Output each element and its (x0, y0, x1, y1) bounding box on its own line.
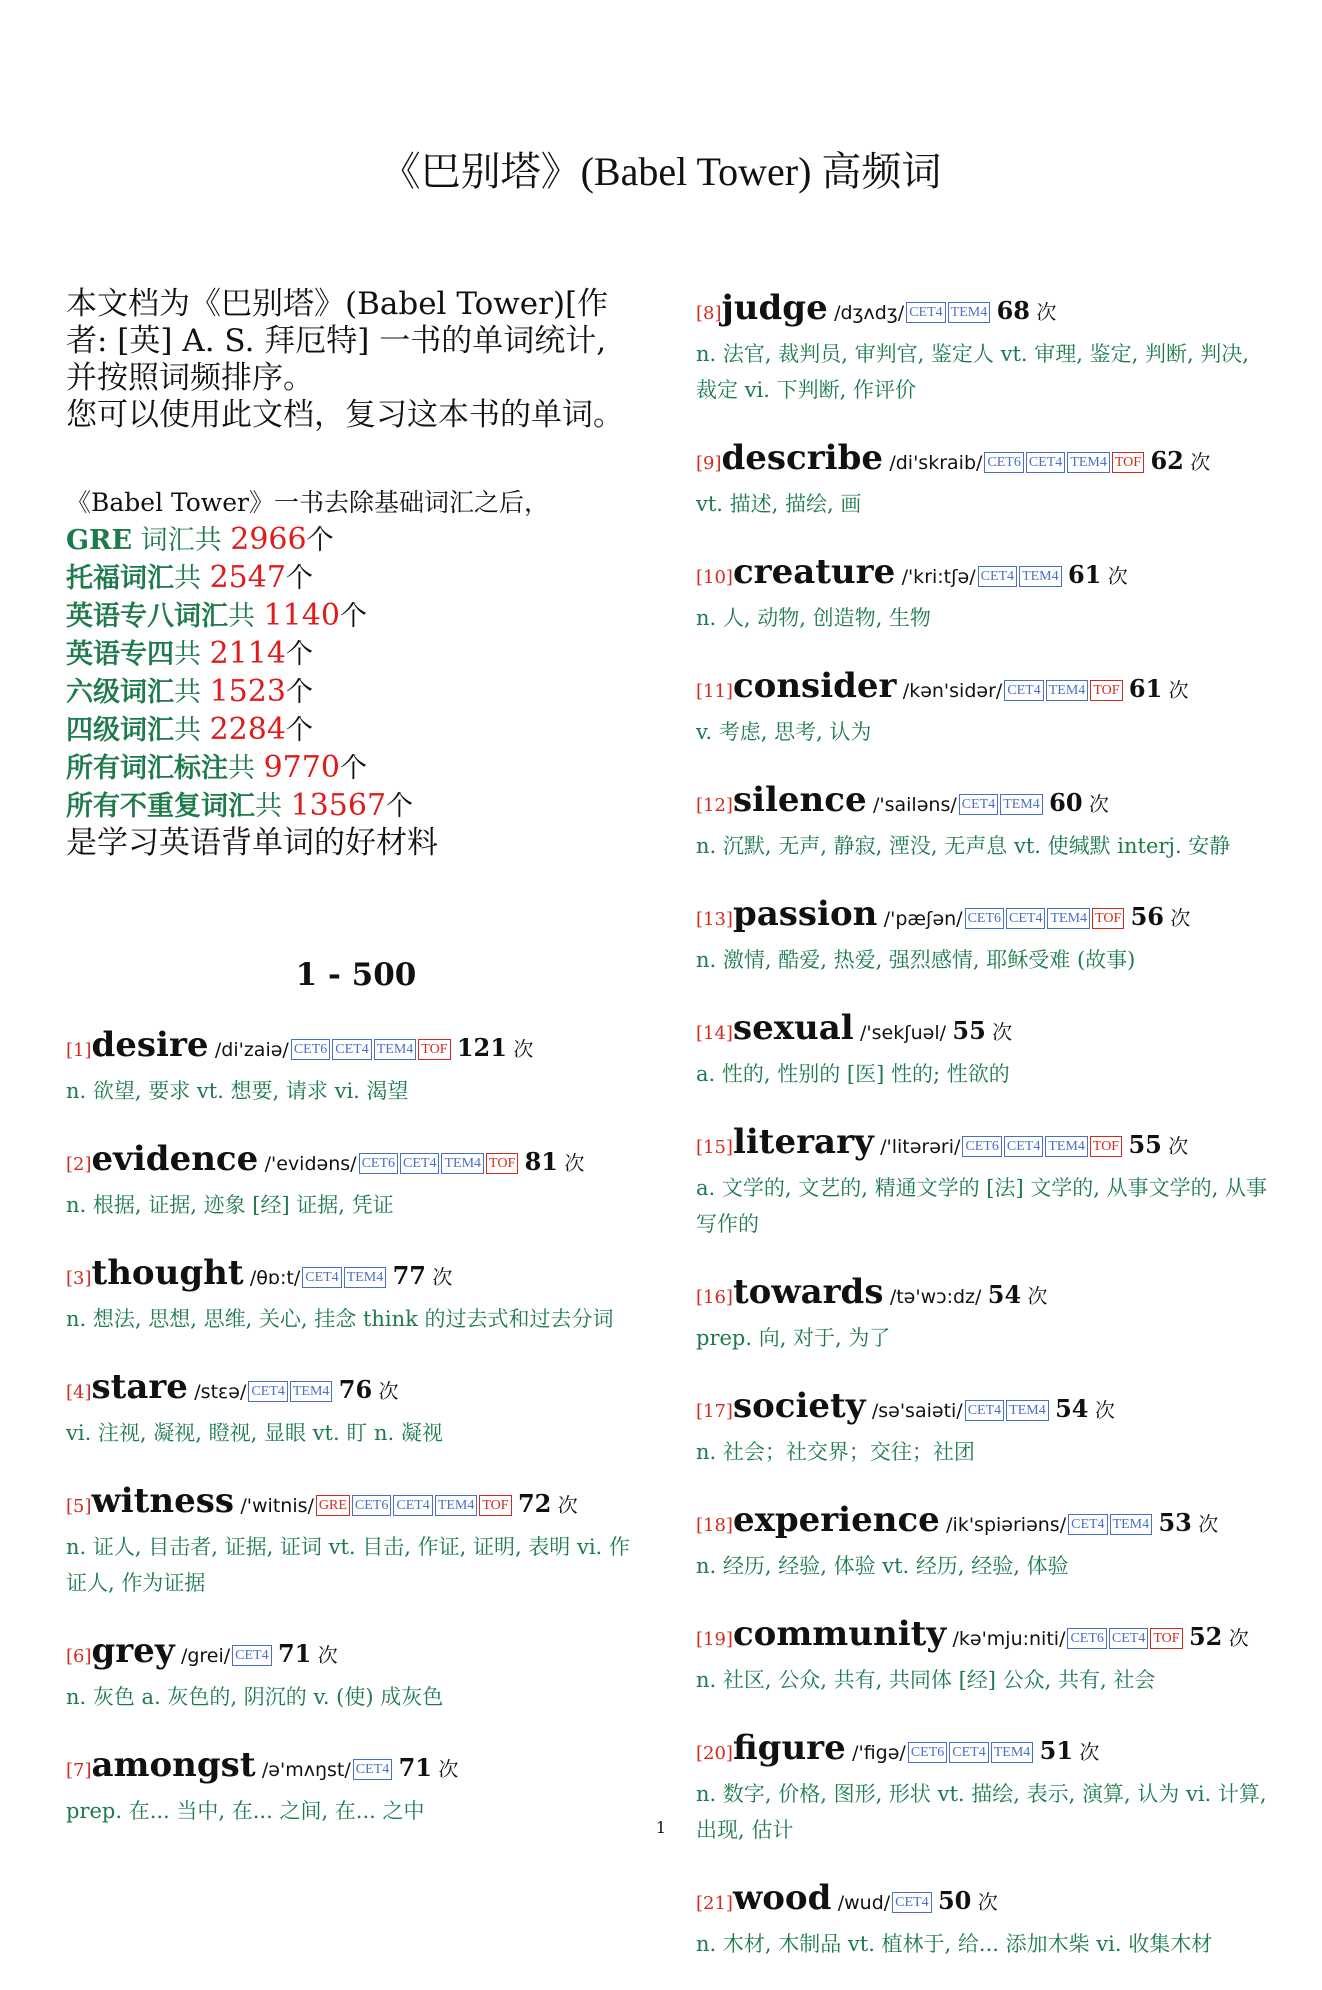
word-entry (696, 664, 1276, 750)
exam-tag: TEM4 (1067, 452, 1110, 473)
exam-tag: CET4 (1109, 1628, 1148, 1649)
phonetic: /di'skraib/ (889, 452, 983, 474)
entry-index: [10] (696, 567, 733, 588)
exam-tag: CET6 (1067, 1628, 1106, 1649)
stat-connector: 共 (174, 677, 210, 708)
definition: prep. 向, 对于, 为了 (696, 1326, 891, 1350)
frequency-unit: 次 (1170, 906, 1191, 930)
exam-tag: CET4 (959, 794, 998, 815)
phonetic: /'sailəns/ (872, 794, 957, 816)
phonetic: /'figə/ (852, 1742, 906, 1764)
definition: vi. 注视, 凝视, 瞪视, 显眼 vt. 盯 n. 凝视 (66, 1421, 443, 1445)
frequency-unit: 次 (317, 1643, 338, 1667)
stat-row (66, 787, 646, 825)
exam-tag: TEM4 (290, 1381, 333, 1402)
definition: n. 木材, 木制品 vt. 植林于, 给... 添加木柴 vi. 收集木材 (696, 1932, 1213, 1956)
entry-index: [16] (696, 1287, 733, 1308)
stat-label: 英语专八词汇 (66, 601, 228, 632)
exam-tag: CET6 (908, 1742, 947, 1763)
headword-line (696, 1006, 1276, 1056)
exam-tag: TEM4 (374, 1039, 417, 1060)
frequency-unit: 次 (438, 1757, 459, 1781)
page-title: 《巴别塔》(Babel Tower) 高频词 (380, 149, 942, 194)
word-entry (696, 1120, 1276, 1242)
frequency-count: 71 (398, 1753, 432, 1782)
frequency-unit: 次 (1036, 300, 1057, 324)
stat-unit: 个 (285, 563, 313, 594)
exam-tag: TEM4 (344, 1267, 387, 1288)
frequency-count: 61 (1067, 560, 1102, 589)
frequency-unit: 次 (378, 1379, 399, 1403)
headword-line (696, 436, 1276, 486)
stat-row (66, 597, 646, 635)
frequency-unit: 次 (977, 1890, 998, 1914)
stat-unit: 个 (285, 715, 313, 746)
phonetic: /θɒ:t/ (249, 1267, 301, 1289)
stat-unit: 个 (285, 677, 313, 708)
word-entry (696, 436, 1276, 522)
exam-tag: CET4 (400, 1153, 439, 1174)
word-entry (696, 286, 1276, 408)
entry-index: [6] (66, 1646, 92, 1667)
headword-line (66, 1251, 646, 1301)
stat-count: 2284 (209, 712, 286, 747)
range-heading: 1 - 500 (295, 957, 417, 993)
exam-tag: CET4 (949, 1742, 988, 1763)
headword-line (696, 550, 1276, 600)
frequency-count: 72 (517, 1489, 552, 1518)
exam-tag: CET6 (291, 1039, 330, 1060)
entry-index: [4] (66, 1382, 92, 1403)
headword-line (696, 1726, 1276, 1776)
word-entry (696, 1876, 1276, 1962)
frequency-unit: 次 (513, 1037, 534, 1061)
definition: vt. 描述, 描绘, 画 (696, 492, 862, 516)
entry-index: [19] (696, 1629, 733, 1650)
exam-tag: TOF (479, 1495, 511, 1516)
left-column (66, 286, 646, 1857)
frequency-count: 61 (1128, 674, 1163, 703)
entry-index: [13] (696, 909, 733, 930)
entry-index: [1] (66, 1040, 92, 1061)
headword: amongst (91, 1745, 256, 1785)
stat-count: 2114 (209, 636, 286, 671)
headword: describe (721, 438, 883, 478)
exam-tag: CET4 (302, 1267, 341, 1288)
entry-index: [11] (696, 681, 733, 702)
stat-row (66, 635, 646, 673)
exam-tag: CET6 (962, 1136, 1001, 1157)
headword: passion (732, 894, 878, 934)
frequency-count: 52 (1188, 1622, 1223, 1651)
exam-tag: TOF (418, 1039, 450, 1060)
exam-tag: TOF (1150, 1628, 1182, 1649)
frequency-count: 53 (1158, 1508, 1192, 1537)
frequency-unit: 次 (1198, 1512, 1219, 1536)
frequency-count: 50 (937, 1886, 972, 1915)
frequency-unit: 次 (1168, 678, 1189, 702)
word-entry (66, 1023, 646, 1109)
stat-label: 托福词汇 (66, 563, 174, 594)
headword: wood (732, 1878, 832, 1918)
frequency-count: 55 (952, 1016, 986, 1045)
exam-tag: CET4 (332, 1039, 371, 1060)
exam-tag: CET4 (906, 302, 945, 323)
stat-count: 2966 (230, 522, 307, 557)
word-entry (696, 778, 1276, 864)
word-entry (66, 1629, 646, 1715)
phonetic: /kə'mju:niti/ (952, 1628, 1066, 1650)
frequency-unit: 次 (1107, 564, 1128, 588)
headword-line (696, 1498, 1276, 1548)
exam-tag: TEM4 (1045, 1136, 1088, 1157)
phonetic: /'litərəri/ (880, 1136, 961, 1158)
word-entry (66, 1137, 646, 1223)
definition: n. 灰色 a. 灰色的, 阴沉的 v. (使) 成灰色 (66, 1685, 444, 1709)
exam-tag: TOF (1092, 908, 1124, 929)
frequency-count: 60 (1049, 788, 1083, 817)
phonetic: /'witnis/ (240, 1495, 314, 1517)
headword: desire (91, 1025, 209, 1065)
frequency-count: 81 (524, 1147, 558, 1176)
headword-line (66, 1479, 646, 1529)
exam-tag: TEM4 (1110, 1514, 1153, 1535)
exam-tag: TEM4 (1000, 794, 1043, 815)
exam-tag: GRE (316, 1495, 350, 1516)
exam-tag: CET4 (1004, 1136, 1043, 1157)
headword-line (696, 778, 1276, 828)
headword-line (696, 664, 1276, 714)
frequency-unit: 次 (432, 1265, 453, 1289)
word-entry (696, 1006, 1276, 1092)
intro-line-1: 本文档为《巴别塔》(Babel Tower)[作者: [英] A. S. 拜厄特] 一书的单词统计, 并按照词频排序。 (66, 286, 609, 396)
stat-row (66, 673, 646, 711)
exam-tag: CET6 (359, 1153, 398, 1174)
word-entry (66, 1479, 646, 1601)
definition: prep. 在... 当中, 在... 之间, 在... 之中 (66, 1799, 425, 1823)
exam-tag: CET4 (892, 1892, 931, 1913)
stat-count: 1523 (209, 674, 286, 709)
exam-tag: CET4 (393, 1495, 432, 1516)
headword: experience (732, 1500, 940, 1540)
phonetic: /wud/ (837, 1892, 891, 1914)
exam-tag: TEM4 (1046, 680, 1089, 701)
stat-row (66, 559, 646, 597)
frequency-unit: 次 (564, 1151, 585, 1175)
entry-index: [9] (696, 453, 722, 474)
word-list-left (66, 1023, 646, 1829)
exam-tag: CET4 (248, 1381, 287, 1402)
frequency-unit: 次 (557, 1493, 578, 1517)
headword-line (696, 892, 1276, 942)
stat-label: 英语专四 (66, 639, 174, 670)
exam-tag: CET4 (353, 1759, 392, 1780)
phonetic: /'pæʃən/ (883, 908, 963, 930)
headword: evidence (91, 1139, 259, 1179)
exam-tag: TEM4 (948, 302, 991, 323)
word-entry (696, 550, 1276, 636)
frequency-count: 71 (277, 1639, 312, 1668)
definition: n. 欲望, 要求 vt. 想要, 请求 vi. 渴望 (66, 1079, 409, 1103)
stat-count: 9770 (263, 750, 340, 785)
stats-tail: 是学习英语背单词的好材料 (66, 825, 438, 861)
entry-index: [21] (696, 1893, 733, 1914)
exam-tag: CET4 (1004, 680, 1043, 701)
definition: n. 人, 动物, 创造物, 生物 (696, 606, 931, 630)
frequency-count: 56 (1130, 902, 1165, 931)
headword: silence (732, 780, 867, 820)
frequency-count: 68 (996, 296, 1030, 325)
phonetic: /kən'sidər/ (902, 680, 1003, 702)
entry-index: [20] (696, 1743, 733, 1764)
headword: judge (721, 288, 828, 328)
stat-unit: 个 (339, 753, 367, 784)
word-entry (66, 1251, 646, 1337)
definition: n. 数字, 价格, 图形, 形状 vt. 描绘, 表示, 演算, 认为 vi. 计算, 出现, 估计 (696, 1782, 1267, 1842)
headword: community (732, 1614, 947, 1654)
stat-connector: 共 (228, 601, 264, 632)
stat-row (66, 749, 646, 787)
entry-index: [12] (696, 795, 733, 816)
phonetic: /'evidəns/ (264, 1153, 357, 1175)
headword: grey (91, 1631, 175, 1671)
headword: creature (732, 552, 896, 592)
frequency-count: 55 (1128, 1130, 1162, 1159)
headword: thought (91, 1253, 244, 1293)
stats-heading: 《Babel Tower》一书去除基础词汇之后， (66, 488, 549, 517)
word-entry (696, 892, 1276, 978)
frequency-unit: 次 (1027, 1284, 1048, 1308)
frequency-unit: 次 (992, 1020, 1013, 1044)
exam-tag: CET6 (984, 452, 1023, 473)
frequency-unit: 次 (1088, 792, 1109, 816)
phonetic: /di'zaiə/ (214, 1039, 289, 1061)
word-entry (696, 1498, 1276, 1584)
stat-unit: 个 (386, 791, 414, 822)
stat-count: 2547 (209, 560, 286, 595)
phonetic: /sə'saiəti/ (871, 1400, 963, 1422)
word-entry (66, 1743, 646, 1829)
definition: v. 考虑, 思考, 认为 (696, 720, 872, 744)
definition: n. 想法, 思想, 思维, 关心, 挂念 think 的过去式和过去分词 (66, 1307, 614, 1331)
intro-line-2: 您可以使用此文档，复习这本书的单词。 (66, 397, 624, 433)
entry-index: [8] (696, 303, 722, 324)
headword: towards (732, 1272, 884, 1312)
entry-index: [5] (66, 1496, 92, 1517)
entry-index: [18] (696, 1515, 733, 1536)
definition: n. 社区, 公众, 共有, 共同体 [经] 公众, 共有, 社会 (696, 1668, 1156, 1692)
stat-unit: 个 (339, 601, 367, 632)
exam-tag: CET4 (965, 1400, 1004, 1421)
stat-unit: 个 (285, 639, 313, 670)
frequency-count: 54 (987, 1280, 1022, 1309)
exam-tag: TOF (1090, 680, 1122, 701)
frequency-unit: 次 (1094, 1398, 1115, 1422)
stat-unit: 个 (306, 525, 334, 556)
definition: n. 沉默, 无声, 静寂, 湮没, 无声息 vt. 使缄默 interj. 安静 (696, 834, 1231, 858)
exam-tag: TEM4 (435, 1495, 478, 1516)
stat-connector: 共 (255, 791, 291, 822)
stat-count: 1140 (263, 598, 340, 633)
stat-label: 所有词汇标注 (66, 753, 228, 784)
frequency-count: 76 (338, 1375, 373, 1404)
definition: a. 性的, 性别的 [医] 性的; 性欲的 (696, 1062, 1010, 1086)
headword-line (696, 286, 1276, 336)
headword-line (696, 1384, 1276, 1434)
frequency-unit: 次 (1228, 1626, 1249, 1650)
headword-line (66, 1137, 646, 1187)
stat-connector: 共 (228, 753, 264, 784)
entry-index: [7] (66, 1760, 92, 1781)
exam-tag: CET4 (232, 1645, 271, 1666)
right-column (696, 286, 1276, 1990)
headword-line (696, 1612, 1276, 1662)
exam-tag: CET4 (978, 566, 1017, 587)
headword: consider (732, 666, 897, 706)
headword-line (696, 1120, 1276, 1170)
definition: n. 经历, 经验, 体验 vt. 经历, 经验, 体验 (696, 1554, 1069, 1578)
entry-index: [3] (66, 1268, 92, 1289)
frequency-unit: 次 (1168, 1134, 1189, 1158)
exam-tag: TEM4 (991, 1742, 1034, 1763)
frequency-count: 54 (1055, 1394, 1089, 1423)
phonetic: /tə'wɔ:dz/ (889, 1286, 982, 1308)
definition: a. 文学的, 文艺的, 精通文学的 [法] 文学的, 从事文学的, 从事写作的 (696, 1176, 1268, 1236)
exam-tag: CET4 (1068, 1514, 1107, 1535)
headword: society (732, 1386, 866, 1426)
definition: n. 社会；社交界；交往；社团 (696, 1440, 975, 1464)
frequency-unit: 次 (1190, 450, 1211, 474)
word-entry (66, 1365, 646, 1451)
entry-index: [2] (66, 1154, 92, 1175)
stats-rows (66, 521, 646, 825)
frequency-count: 62 (1150, 446, 1184, 475)
phonetic: /stεə/ (194, 1381, 247, 1403)
phonetic: /ə'mʌŋst/ (261, 1759, 351, 1781)
exam-tag: CET6 (965, 908, 1004, 929)
exam-tag: CET4 (1006, 908, 1045, 929)
headword: witness (91, 1481, 235, 1521)
phonetic: /grei/ (180, 1645, 231, 1667)
headword-line (66, 1629, 646, 1679)
phonetic: /'sekʃuəl/ (860, 1022, 947, 1044)
entry-index: [14] (696, 1023, 733, 1044)
headword-line (696, 1876, 1276, 1926)
headword-line (66, 1023, 646, 1073)
stat-row (66, 711, 646, 749)
stats-block (66, 484, 646, 861)
headword: sexual (732, 1008, 854, 1048)
definition: n. 法官, 裁判员, 审判官, 鉴定人 vt. 审理, 鉴定, 判断, 判决, 裁定 vi. 下判断, 作评价 (696, 342, 1249, 402)
exam-tag: TOF (1090, 1136, 1122, 1157)
stat-connector: 词汇共 (132, 525, 231, 556)
definition: n. 证人, 目击者, 证据, 证词 vt. 目击, 作证, 证明, 表明 vi. 作证人, 作为证据 (66, 1535, 630, 1595)
headword: literary (732, 1122, 874, 1162)
exam-tag: TOF (1112, 452, 1144, 473)
exam-tag: TEM4 (1006, 1400, 1049, 1421)
stat-count: 13567 (290, 788, 387, 823)
headword-line (696, 1270, 1276, 1320)
frequency-count: 121 (456, 1033, 507, 1062)
exam-tag: CET4 (1026, 452, 1065, 473)
stat-connector: 共 (174, 639, 210, 670)
headword: figure (732, 1728, 846, 1768)
definition: n. 根据, 证据, 迹象 [经] 证据, 凭证 (66, 1193, 394, 1217)
exam-tag: TEM4 (1019, 566, 1062, 587)
stat-label: 四级词汇 (66, 715, 174, 746)
intro-paragraph (66, 286, 646, 434)
exam-tag: TEM4 (1047, 908, 1090, 929)
stat-label: GRE (66, 525, 133, 556)
word-entry (696, 1384, 1276, 1470)
entry-index: [15] (696, 1137, 733, 1158)
exam-tag: CET6 (352, 1495, 391, 1516)
entry-index: [17] (696, 1401, 733, 1422)
exam-tag: TOF (486, 1153, 518, 1174)
phonetic: /'kri:tʃə/ (901, 566, 976, 588)
headword-line (66, 1365, 646, 1415)
stat-connector: 共 (174, 715, 210, 746)
phonetic: /dʒʌdʒ/ (834, 302, 905, 324)
stat-connector: 共 (174, 563, 210, 594)
word-entry (696, 1612, 1276, 1698)
frequency-count: 77 (392, 1261, 427, 1290)
stat-label: 六级词汇 (66, 677, 174, 708)
definition: n. 激情, 酷爱, 热爱, 强烈感情, 耶稣受难 (故事) (696, 948, 1136, 972)
frequency-unit: 次 (1079, 1740, 1100, 1764)
phonetic: /ik'spiəriəns/ (946, 1514, 1067, 1536)
headword-line (66, 1743, 646, 1793)
headword: stare (91, 1367, 188, 1407)
word-list-right (696, 286, 1276, 1962)
stat-label: 所有不重复词汇 (66, 791, 255, 822)
frequency-count: 51 (1039, 1736, 1074, 1765)
stat-row (66, 521, 646, 559)
exam-tag: TEM4 (441, 1153, 484, 1174)
page-number: 1 (655, 1818, 667, 1837)
word-entry (696, 1270, 1276, 1356)
